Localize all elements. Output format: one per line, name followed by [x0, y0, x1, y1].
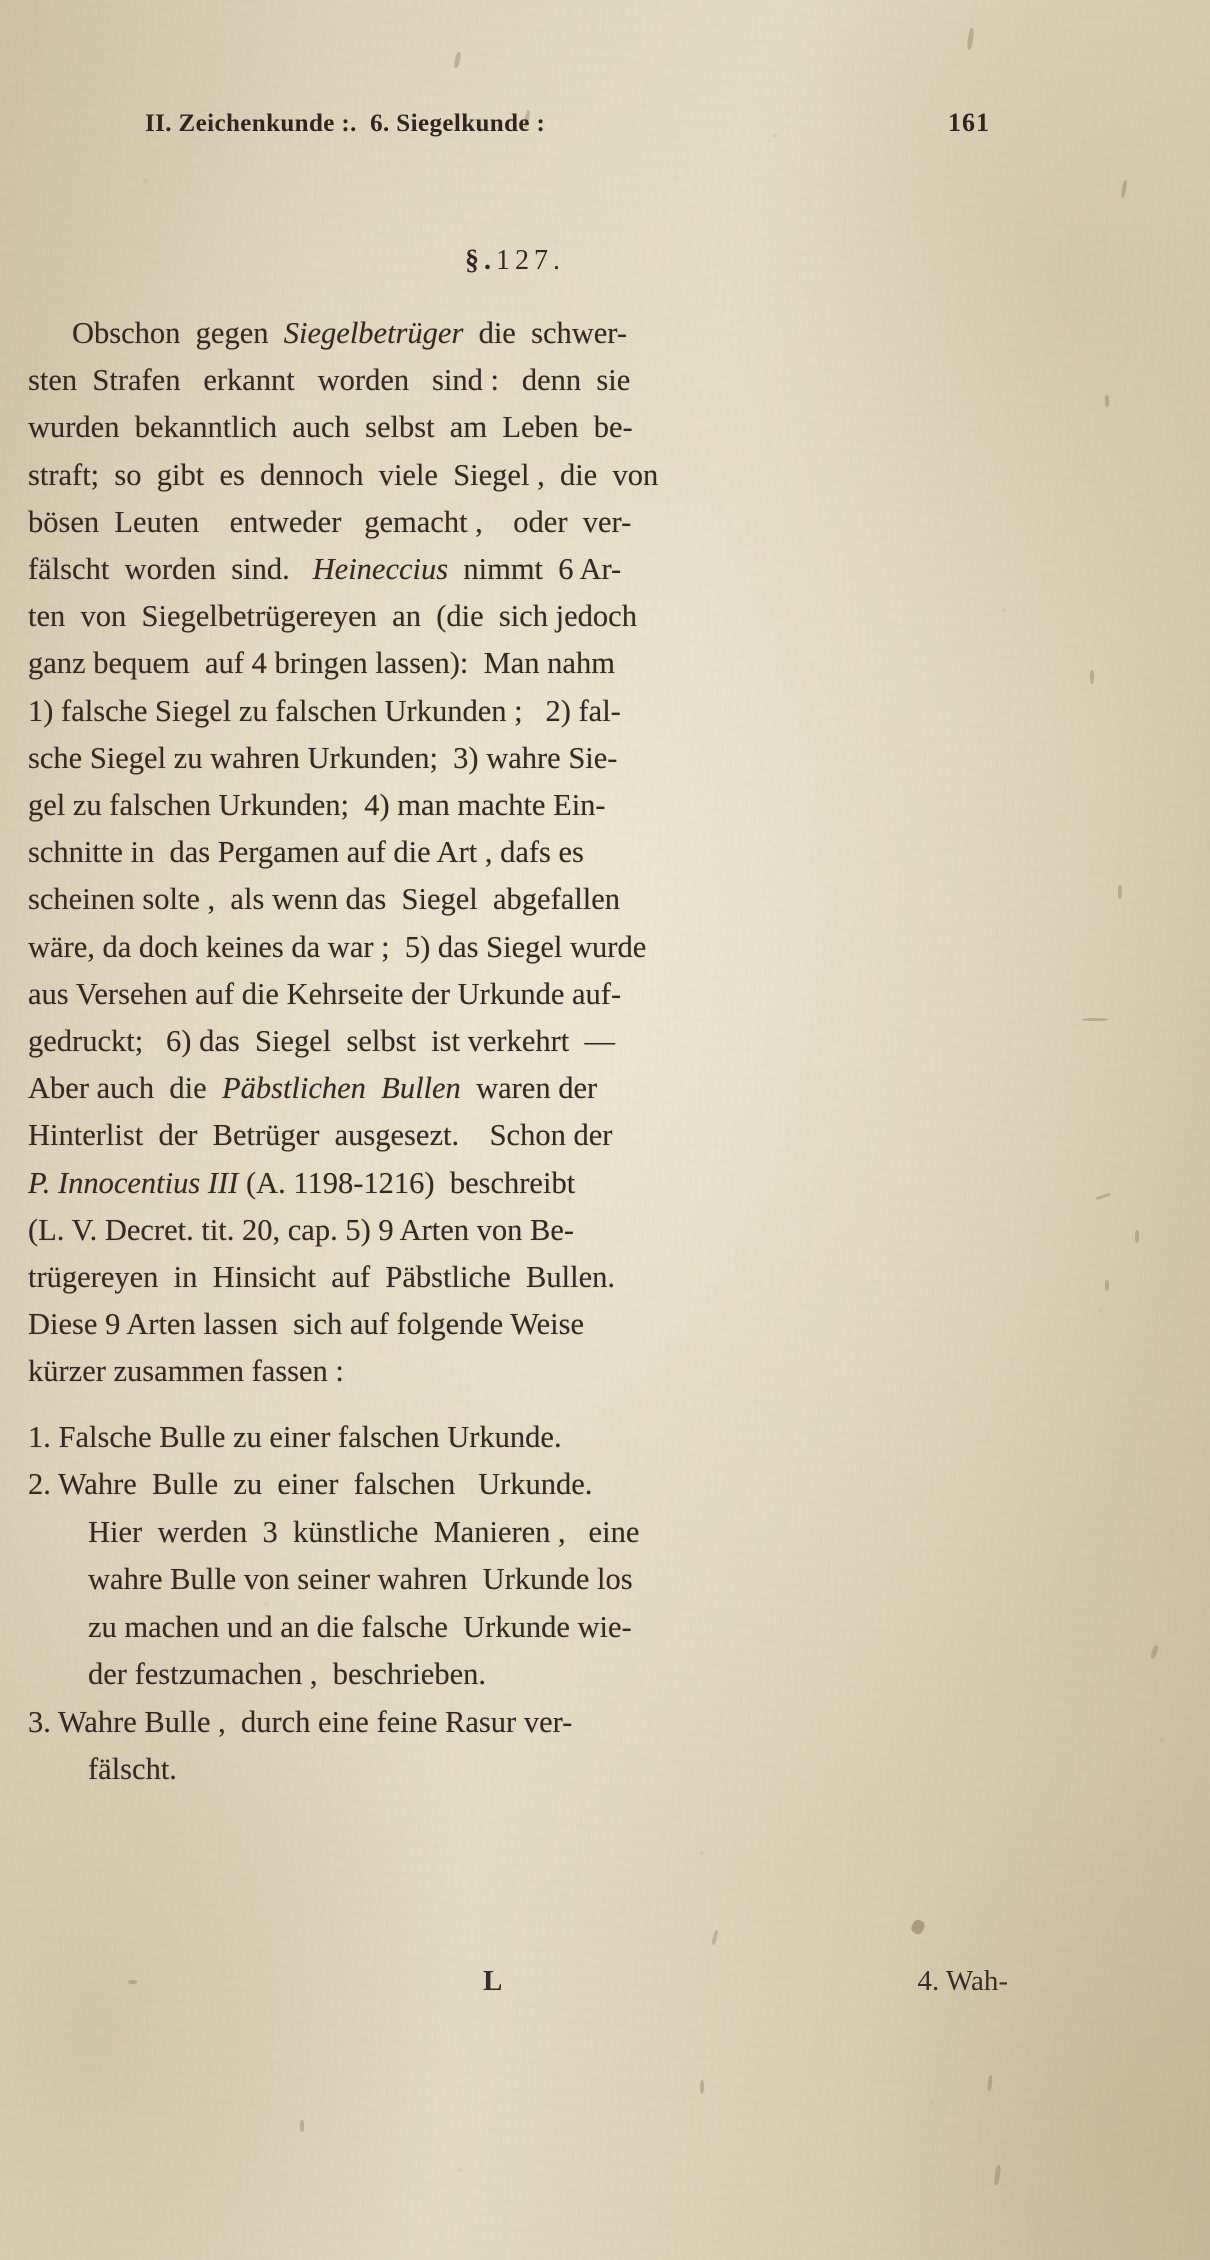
- paragraph-line: [28, 1112, 1063, 1159]
- catchword: 4. Wah-: [917, 1965, 1008, 1997]
- list-item: [28, 1461, 1063, 1699]
- text-run: wäre, da doch keines da war ; 5) das Siegel wurde: [28, 929, 647, 964]
- paragraph-line: [28, 688, 1063, 735]
- list-item-line: der festzumachen , beschrieben.: [88, 1657, 487, 1692]
- text-run: aus Versehen auf die Kehrseite der Urkunde auf-: [28, 976, 622, 1011]
- text-run: gel zu falschen Urkunden; 4) man machte Ein-: [28, 788, 606, 823]
- text-run: trügereyen in Hinsicht auf Päbstliche Bullen.: [28, 1260, 615, 1295]
- text-run: kürzer zusammen fassen :: [28, 1354, 344, 1389]
- list-item-line: Hier werden 3 künstliche Manieren , eine: [88, 1514, 640, 1549]
- text-run: gedruckt; 6) das Siegel selbst ist verkehrt —: [28, 1024, 616, 1059]
- main-paragraph: [28, 310, 1063, 1396]
- paragraph-line: [28, 735, 1063, 782]
- paragraph-line: [28, 1160, 1063, 1207]
- text-run: scheinen solte , als wenn das Siegel abgefallen: [28, 882, 621, 917]
- paragraph-line: [28, 924, 1063, 971]
- text-run: ganz bequem auf 4 bringen lassen): Man nahm: [28, 646, 615, 681]
- paragraph-line: [28, 452, 1063, 499]
- text-run: Aber auch die: [28, 1071, 222, 1106]
- list-item: [28, 1414, 1063, 1462]
- paragraph-line: [28, 310, 1063, 357]
- paragraph-line: [28, 1254, 1063, 1301]
- italic-term: Heineccius: [312, 552, 449, 587]
- paragraph-line: [28, 546, 1063, 593]
- paragraph-line: [28, 499, 1063, 546]
- list-item: [28, 1699, 1063, 1794]
- list-item-line: zu machen und an die falsche Urkunde wie-: [88, 1609, 632, 1644]
- paragraph-line: [28, 640, 1063, 687]
- running-head-title: II. Zeichenkunde :. 6. Siegelkunde :: [145, 110, 546, 137]
- italic-term: Päbstlichen Bullen: [221, 1071, 461, 1106]
- running-head: [145, 108, 1075, 138]
- list-item-line: 1. Falsche Bulle zu einer falschen Urkunde.: [28, 1419, 562, 1454]
- page-footer: [28, 1965, 1063, 1998]
- paragraph-line: [28, 1018, 1063, 1065]
- text-run: ten von Siegelbetrügereyen an (die sich jedoch: [28, 599, 637, 634]
- section-number: 127.: [496, 245, 565, 276]
- text-run: nimmt 6 Ar-: [448, 552, 622, 587]
- paragraph-line: [28, 1348, 1063, 1395]
- section-marker: [0, 245, 1030, 277]
- text-run: die schwer-: [463, 316, 628, 350]
- italic-term: Siegelbetrüger: [283, 316, 464, 350]
- text-run: bösen Leuten entweder gemacht , oder ver-: [28, 504, 632, 539]
- paragraph-line: [28, 829, 1063, 876]
- paragraph-line: [28, 1301, 1063, 1348]
- paragraph-line: [28, 404, 1063, 451]
- paragraph-line: [28, 971, 1063, 1018]
- paragraph-line: [28, 593, 1063, 640]
- text-run: sche Siegel zu wahren Urkunden; 3) wahre Sie-: [28, 740, 618, 775]
- section-sign: §.: [465, 245, 496, 276]
- text-run: (L. V. Decret. tit. 20, cap. 5) 9 Arten von Be-: [28, 1212, 575, 1247]
- paragraph-spacer: [28, 1396, 1063, 1404]
- text-run: Hinterlist der Betrüger ausgesezt. Schon der: [28, 1118, 613, 1153]
- paragraph-line: [28, 1065, 1063, 1112]
- list-item-line: 2. Wahre Bulle zu einer falschen Urkunde.: [28, 1467, 593, 1502]
- numbered-list: [28, 1414, 1063, 1794]
- paragraph-line: [28, 357, 1063, 404]
- paragraph-line: [28, 1207, 1063, 1254]
- text-run: straft; so gibt es dennoch viele Siegel , die von: [28, 457, 659, 492]
- text-run: schnitte in das Pergamen auf die Art , dafs es: [28, 835, 584, 870]
- text-run: waren der: [460, 1071, 598, 1106]
- italic-term: P. Innocentius III: [28, 1165, 239, 1200]
- text-run: wurden bekanntlich auch selbst am Leben be-: [28, 410, 633, 445]
- text-run: fälscht worden sind.: [28, 552, 313, 587]
- list-item-line: 3. Wahre Bulle , durch eine feine Rasur ver-: [28, 1704, 573, 1739]
- page-folio-number: 161: [948, 108, 990, 137]
- text-run: Obschon gegen: [72, 316, 284, 350]
- list-item-line: fälscht.: [88, 1752, 177, 1787]
- paragraph-line: [28, 876, 1063, 923]
- list-item-line: wahre Bulle von seiner wahren Urkunde los: [88, 1562, 633, 1597]
- text-run: sten Strafen erkannt worden sind : denn sie: [28, 363, 631, 398]
- body-text-block: [28, 310, 1063, 1794]
- text-run: Diese 9 Arten lassen sich auf folgende Weise: [28, 1307, 584, 1342]
- paragraph-line: [28, 782, 1063, 829]
- text-run: 1) falsche Siegel zu falschen Urkunden ; 2) fal-: [28, 693, 621, 728]
- signature-mark: L: [483, 1965, 503, 1997]
- text-run: (A. 1198-1216) beschreibt: [238, 1165, 576, 1200]
